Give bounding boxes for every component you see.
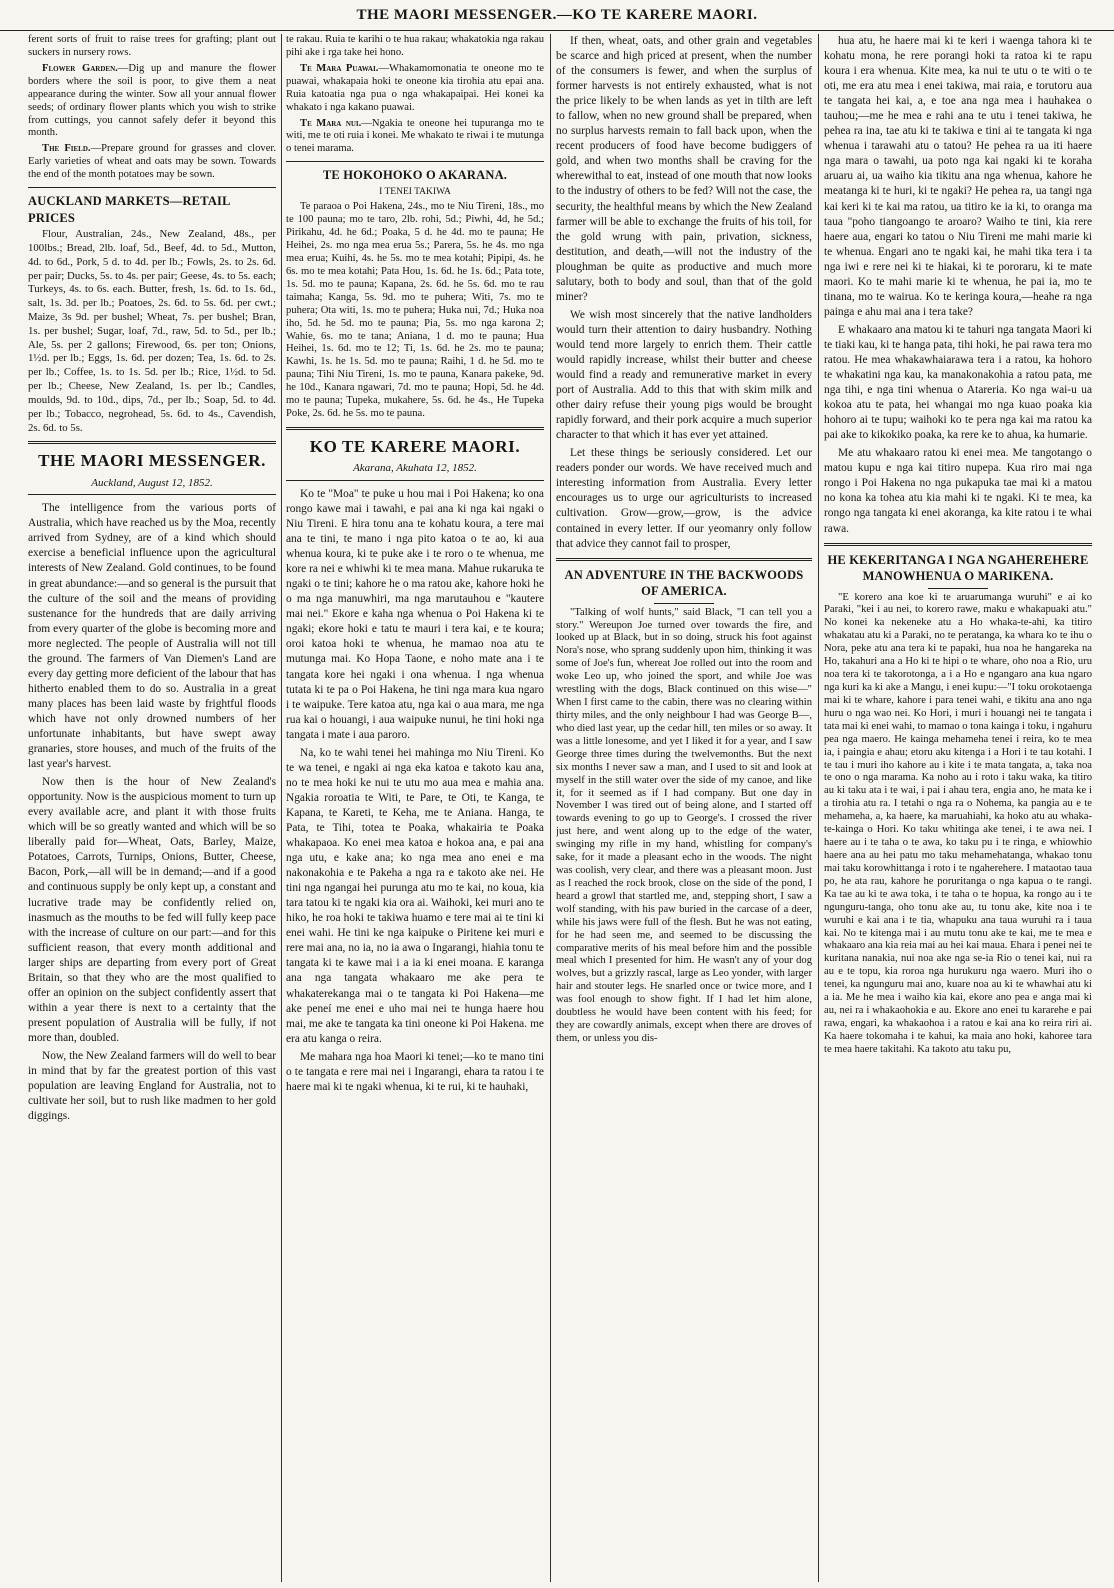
article-paragraph: Now then is the hour of New Zealand's opportunity. Now is the auspicious moment to turn up every available acre, and plant it with those fruits which will be so greatly wanted and which will be so liberally paid for—Wheat, Oats, Barley, Maize, Potatoes, Carrots, Turnips, Onions, Butter, Cheese, Bacon, Pork,—all will be in demand;—and if a good and continuous supply be only kept up, a constant and lucrative trade may be confidently relied on, inasmuch as the mouths to be fed will fully keep pace with the increase of culture on our part:—and for this sufficient reason, that every month additional and larger ships are departing from every port of Great Britain, so that they who are the most qualified to offer an opinion on the subject confidently assert that within a year there is next to a certainty that the present population of Australia will be fully, if not more than, doubled. — [28, 776, 276, 1044]
column-3 — [556, 34, 812, 1580]
field-text: —Prepare ground for grasses and clover. Early varieties of wheat and oats may be sown. Towards the end of the month potatoes may be sown. — [28, 143, 276, 181]
divider — [286, 161, 544, 162]
divider — [286, 427, 544, 430]
garden-text-maori: te rakau. Ruia te karihi o te hua rakau; whakatokia nga rakau pihi ake i rga take hei hono. — [286, 34, 544, 58]
adventure-text: "Talking of wolf hunts," said Black, "I can tell you a story." Wereupon Joe turned over towards the fire, and looked up at Black, but in so doing, struck his foot against Nora's nose, who sprang suddenly upon him, thinking it was some of Joe's fun, whereat Joe rolled out into the room and woke Leo up, who joined the sport, and while Joe was wrestling with the dogs, Black continued on this wise—" When I first came to the cabin, there was no clearing within thirty miles, and the only neighbour I had was George B—, who died last year, up the cedar hill, ten miles or so away. It was a little lonesome, and yet I liked it for a year, and I saw George three times during the twelvemonths. But the next six months I never saw a man, and I used to sit and look at myself in the still water over the side of my canoe, and like it, for it seemed as if I had company. But one day in November I was tired out of being alone, and I started off towards evening to go up to George's. I crossed the river just here, and went along up to the edge of the water, swinging my rifle in my hand, whistling for company's sake, for it made a pleasant echo in the woods. The night was coolish, very clear, and there was a pleasant moon. Just as I reached the rock brook, close on the side of the pond, I heard a growl that startled me, and, stepping short, I saw a wolf standing, with his paw buried in the carcase of a deer, while his jaws were full of the flesh. But he was not eating, for he had seen me, and seemed to be discussing the comparative merits of his meal before him and the possible meal which I presented for him. He wasn't any of your dog wolves, but a grizzly rascal, large as Leo yonder, with larger hair and stouter legs. He snarled once or twice more, and I was fool enough to show fight. If I had let him alone, doubtless he would have been content with his feed; for they are cowardly animals, except when there are droves of them, or unless you dis- — [556, 606, 812, 1045]
field-paragraph — [28, 143, 276, 182]
article-paragraph: Let these things be seriously considered. Let our readers ponder our words. We have received much and interesting information from Australia. Every letter encourages us to urge our agriculturists to increased cultivation. Grow—grow,—grow, is the advice contained in every letter. If our yeomanry only follow that advice they cannot fail to prosper, — [556, 447, 812, 550]
divider — [556, 558, 812, 561]
kekeritanga-title: HE KEKERITANGA I NGA NGAHEREHERE MANOWHENUA O MARIKENA. — [827, 552, 1089, 584]
column-1 — [28, 34, 276, 1580]
garden-text: ferent sorts of fruit to raise trees for grafting; plant out suckers in nursery rows. — [28, 34, 276, 58]
article-paragraph: The intelligence from the various ports of Australia, which have reached us by the Moa, recently arrived from Sydney, are of a kind which should exercise a beneficial influence upon the agricultural interests of New Zealand. Gold continues, to be found in great abundance:—and so general is the pursuit that the culture of the soil and the means of providing sustenance for the hundreds that are daily arriving from every quarter of the globe is becoming more and more neglected. The people of Australia will not till the ground. The farmers of Van Diemen's Land are every day getting more deficient of the labour that has hitherto enabled them to do so. Australia in a great many places has been laid waste by frightful floods which have not only drowned numbers of her unfortunate inhabitants, but have swept away granaries, store houses, and much of the fruits of the last year's harvest. — [28, 502, 276, 771]
mara-nui-paragraph — [286, 118, 544, 157]
mara-nui-text: —Ngakia te oneone hei tupuranga mo te witi, me te oti ruia i konei. Me whakato te riwai i te mutunga o tenei marama. — [286, 117, 544, 155]
article-paragraph: Na, ko te wahi tenei hei mahinga mo Niu Tireni. Ko te wa tenei, e ngaki ai nga eka katoa e takoto kau ana, no te mea hoki ke nui te utu mo aua mea e mahia ana. Ngakia roroatia te Witi, te Pare, te Oti, te Kanga, te Kapana, te Kareti, te Keha, me te Aniana. Hanga, te Pata, te Tihi, totea te Poaka, whakairia te Poaka whakapaoa. Ko enei mea katoa e hokoa ana, e pai ana nga utu, e kake ana; ko nga mea ano enei e ma nakonakohia e te Pakeha a nga ra e takoto ake nei. He tini nga ngangai hei purunga atu mo te kai, no koua, kia tara tatou ki te ngaki kia ora ai. Waihoki, kei muri ano te hiko, he roa hoki te takiwa huamo e tere mai ai te tini ki enei wahi. He tini ke nga kaipuke o Piritene kei muri e rere mai ana, no ia, no ia awa o Ingarangi, hiahia tonu te tangata ki te kawe mai i a ia ki enei moana. E karanga ana nga tangata whakaaro me ake pera te whakaterekanga mai o te tangata ki Poi Hakena—me ake peneí me enei e uho mai nei te hunga haere hou mai, me ake te tangata ka tini oneone ki Poi Hakena. me era atu kanga o reira. — [286, 746, 544, 1045]
flower-garden-text: —Dig up and manure the flower borders where the soil is poor, to give them a neat appearance during the winter. Sow all your annual flower seeds; of ordinary flower plants which you wish to strike from cuttings, you cannot safely defer it beyond this month. — [28, 62, 276, 139]
article-paragraph: Now, the New Zealand farmers will do well to bear in mind that by far the greatest portion of this vast population are leaving England for Australia, not to cultivate her soil, but to rush like madmen to her gold diggings. — [28, 1049, 276, 1123]
mara-nui-label: Te Mara nui. — [300, 117, 362, 129]
divider — [824, 543, 1092, 546]
hokohoko-subtitle: I TENEI TAKIWA — [379, 186, 451, 197]
hokohoko-title: TE HOKOHOKO O AKARANA. — [322, 168, 508, 183]
article-paragraph: Me mahara nga hoa Maori ki tenei;—ko te mano tini o te tangata e rere mai nei i Ingarangi, ehara ta ratou i te haere mai ki te ngaki whenua, ki te rui, ki te hauhaki, — [286, 1050, 544, 1093]
hokohoko-text: Te paraoa o Poi Hakena, 24s., mo te Niu Tireni, 18s., mo te 100 pauna; mo te taro, 2lb. rohi, 5d.; Piwhi, 4d, he 5d.; Pirikahu, 4d. he 6d.; Poaka, 5 d. he 4d. mo te pauna; He Heihei, 2s. mo nga mea erua 5s.; Parera, 5s. he 4s. mo nga mea erua; Kuihi, 4s. he 5s. mo te mea kotahi; Pipipi, 4s. he 6s. mo te mea kotahi; Pata Hou, 1s. 6d. he 1s. 6d.; Pata tote, 1s. 5d. mo te pauna; Kapana, 2s. 6d. he 5s. 6d. mo te rau taimaha; Kanga, 5s. 9d. mo te puhera; Witi, 7s. mo te puhera; Ota witi, 1s. mo te puhera; Huka nui, 7d.; Huka noa iho, 5d. he 5d. mo te pauna; Pia, 5s. mo nga karona 2; Wahie, 6s. mo te tana; Aniana, 1 d. mo te pauna; Hua Heihei, 1s. 6d. mo te 12; Ti, 1s. 6d. he 2s. mo te pauna; Kawhi, 1s. he 1s. 5d. mo te pauna; Raihi, 1 d. he 5d. mo te pauna; Tihi Niu Tireni, 1s. mo te pauna, Kanara pakeke, 9d. he 10d., Kanara ngawari, 7d. mo te pauna; Hopi, 5d. he 4d. mo te pauna; Tupeka, mukahere, 5s. 6d. he 4s., He Tupeka Poke, 2s. 6d. he 5s. mo te pauna. — [286, 201, 544, 420]
mara-puawai-text: —Whakamomonatia te oneone mo te puawai, whakapaia hoki te oneone kia tirohia atu epai ana. Ruia katoatia nga pua o nga whakapaipai. Hei konei ka whakato i nga kakano puawai. — [286, 62, 544, 113]
mara-puawai-paragraph — [286, 63, 544, 115]
masthead-english: THE MAORI MESSENGER. — [38, 451, 266, 471]
article-paragraph: E whakaaro ana matou ki te tahuri nga tangata Maori ki te tiaki kau, ki te hanga pata, tihi hoki, he pai rawa tera mo ratou. He mea whakawhaiarawa tera i a ratou, ka hohoro te whakatini nga kau, ka manakonakohia a ratou pata, me nga tihi, e nga tini whenua o Atareria. Ko nga wai-u ua kokoa atu te pata, hei whangai mo nga kuao poaka kia hohoro ai te tupu; waihoki ko te pera nga kai ma ratou ka pai ake to kikokiko poaka, ka rere ke to ahua, ka humarie. — [824, 323, 1092, 442]
masthead-maori: KO TE KARERE MAORI. — [309, 437, 521, 456]
garden-notes — [28, 34, 276, 182]
divider — [28, 441, 276, 444]
divider — [28, 187, 276, 188]
article-paragraph: hua atu, he haere mai ki te keri i waenga tahora ki te kohatu mona, he rere porangi hoki ta ratoa ki te rapu koura i era whenua. Kite mea, ka nui te utu o te witi o te oti, me era atu mea i enei takiwa, mai raia, e torutoru aua te tangata hei kai, a, e toe ana nga mea i hauhakea o tauhou;—me he mea e rahi ana te utu i tenei takiwa, he pehea ra ina, tae atu ki te takiwa e tini ai te tangata ki nga whenua i tarawahi atu o tatou? He pehea ra ua iti haere nga mara o tawahi, ua poto nga kai ngaki ki te koraha aruaru ai, ua waiho kia tikitu ana nga whenua, kahore he meatanga ki te huri, ki te ngaki? He pehea ra, ua tangi nga kai keri ki te kai ma ratou, ua titiro ke ia ki, to oranga ma taua "poho tiangoango te aroaro? Waiho te tini, kia rere haere aua, engari ko tatou o Niu Tireni me mahi marie ki te whenua. Engari ano te ngaki kai, he mahi tika tera i ta nga iwi e rere nei ki te hiakai, ki te pororaru, ki te mate maori. Ko te mahi marie ki te whenua, he pai ia, mo te tinana, mo te wairua. Ko te keringa koura,—heahe ra nga painga e ahu mai ana i tera take? — [824, 35, 1092, 318]
column-rule — [281, 34, 282, 1582]
dateline-maori: Akarana, Akuhata 12, 1852. — [286, 461, 544, 481]
flower-garden-label: Flower Garden. — [42, 62, 118, 74]
column-rule — [818, 34, 819, 1582]
page-header: THE MAORI MESSENGER.—KO TE KARERE MAORI. — [0, 0, 1114, 31]
column-2 — [286, 34, 544, 1580]
article-paragraph: If then, wheat, oats, and other grain and vegetables be scarce and high priced at present, when the number of the consumers is fewer, and when the surplus of former harvests is not entirely exhausted, what is not the price likely to be when lands as yet in tilth are left to fallow, when no new ground shall be prepared, when no surplus harvests remain to fall back upon, when the recent producers of food have become budiggers of gold, and when two months shall be craving for the wherewithal to eat, instead of one mouth that now looks to the industry of others to be fed? Will not the case, the security, the healthful means by which the New Zealand farmer will be able to exchange the fruits of his toil, for the gold wrung with pain, privation, sickness, destitution, and death,—will not the industry of the ploughman be quite as productive and much more salutary, both to body and soul, than that of the gold miner? — [556, 35, 812, 303]
field-label: The Field. — [42, 143, 91, 155]
mara-puawai-label: Te Mara Puawai. — [300, 62, 379, 74]
column-4 — [824, 34, 1092, 1580]
column-rule — [550, 34, 551, 1582]
garden-notes-maori — [286, 34, 544, 156]
article-paragraph: Me atu whakaaro ratou ki enei mea. Me tangotango o matou kupu e nga kai titiro nupepa. Kua riro mai nga rongo i Poi Hakena no nga pukapuka tae mai ki a matou no kona ka tohea atu kia mahi ki te ngaki. Ki te mea, ka rongo nga tangata ki enei akoranga, ka kite ratou i te whai rawa. — [824, 447, 1092, 535]
markets-text: Flour, Australian, 24s., New Zealand, 48s., per 100lbs.; Bread, 2lb. loaf, 5d., Beef, 4d. to 5d., Mutton, 4d. to 6d., Pork, 5 d. to 4d. per lb.; Fowls, 2s. to 2s. 6d. per pair; Ducks, 5s. to 4s. per pair; Geese, 4s. to 5s. each; Turkeys, 4s. to 6s. each. Butter, fresh, 1s. 6d. to 1s. 6d., salt, 1s. 3d. per lb.; Poatoes, 2s. 6d. to 5s. 6d. per cwt.; Maize, 3s 9d. per bushel; Wheat, 7s. per bushel; Bran, 1s. per bushel; Sugar, loaf, 7d., raw, 5d. to 5d., per lb.; Ale, 5s. per 2 gallons; Firewood, 6s. per ton; Onions, 1½d. per lb.; Eggs, 1s. 6d. per dozen; Tea, 1s. 6d. to 2s. per lb.; Coffee, 1s. to 1s. 5d. per lb.; Rice, 1½d. to 5d. per lb.; Cheese, New Zealand, 1s. per lb.; Candles, moulds, 9d. to 10d., dips, 7d., per lb.; Soap, 5d. to 4d. per lb.; Tobacco, negrohead, 5s. 6d. to 4s., Cavendish, 2s. 6d. to 5s. — [28, 228, 276, 434]
kekeritanga-text: "E korero ana koe ki te aruarumanga wuruhi" e ai ko Paraki, "kei i au nei, to korero rawe, maku e whakapuaki atu." No konei ka nekeneke atu a Ho whaka-te-ahi, ka titiro whakatau atu ki a Paraki, no te peratanga, ka whara ko te ihu o Nora, peke atu ana tera ki te papaki, hua noa he hangareka na Ho, takahuri ana a Ho ki te hipi o te whare, oho noa a Rio, uru noa tera ki te takorotonga, a i a Ho e ngangaro ana kua ngaro nga kuri ka ki ake a Mangu, i enei kupu:—"I toku orokotaenga mai ki te whare, kahore i para tenei wahi, e tikitu ana ano nga huru o nga wao nei. Ko Hori, i muri i houangi nei te tangata i tata mai ki enei wahi, to mamao o tona kainga i toku, i ngahuru pea nga maero. He kainga mehameha tenei i reira, ko te mea ia, i paingia e ahau; etoru aku kitenga i a Hori i te tau kotahi. I te tau i muri iho kahore au i kite i te mata tangata, a, taka noa te ono o nga marama. Ka noho au i roto i taku waka, ka titiro au ki taku ata i te wai, i pai i ahau tera, engia ano, he mata ke i a tirohia atu ra. I tetahi o nga ra o Nohema, ka pangia au e te mehameha, a, ka haere, ka maruahiahi, ka hoko atu au whaka-te-kainga o Hori. Ko taku whitinga ake tenei, i te awa nei. I haere au i te taha o te awa, ko taku pu i te ringa, e whiowhio haere ana au hei patu mo taku mehamehatanga, whakao tonu mai taku korowhittanga i roto i te ngaherehere. I mataotao taua po, he ata rau, kahore he poruritanga o nga kapua o te rangi. Ka tae au ki te awa toka, i te taha o te hopua, ka rongo au i te ngunguru-tanga, oho tonu ake au, tu tonu ake, kite noa i te wuruhi e kai ana i te tia, whapuku ana taua wuruhi ra i taua kai. No te kitenga mai i au mutu tonu ake te kai, me te mea e whakaaro ana kia reia mai au hei kai maua. Ehara i penei nei te kuritana nanakia, nui noa ake nga se-ia Rio o tenei kai, nui ra au e te topu, kia roroa nga hurukuru nga waero. Muri iho o tenei, ka ngunguru mai ano, kuare noa au ki te whawhai atu ki a ia. Me he mea i waiho kia kai, ekore ano pea e anga mai ki au, nei ra i whakaohokia e au. Ekore ano enei tu kararehe e pai rawa, engari, ka whakaohoa i a ratou e kai ana ko reira riri ai. Ka haere tokomaha i te kahui, ka maia ano hoki, kahoree tara te mea haere takitahi. Ka takoto atu taku pu, — [824, 591, 1092, 1055]
article-paragraph: Ko te "Moa" te puke u hou mai i Poi Hakena; ko ona rongo kawe mai i tawahi, e pai ana ki nga kai ngaki o Niu Tireni. E hira tonu ana te kohatu koura, a tere mai ana te tini, te mano i nga pito katoa o te ao, ki aua whenua koura, ki te puke ake i te roro o te whenua, me kore ra nei e whiwhi ki te mea mana. Mahue rukaruka te ngaki o te tini; kahore he o ma ratou ake, kahore hoki he o ma nga manuwhiri, ma nga marutauhou e "kautere mai nei." Ekore e kaha nga whenua o Poi Hakena ki te ngaki; ekore hoki e tatu te mauri i tera kai, e te koura; oroi katoa hoki te whenua, he mamao noa atu te mutunga mai. Ko Hopa Taone, e noho mate ana i te tangata kore hei ngaki i ona whenua. I nga whenua tutata ki te pa o Poi Hakena, he tini nga mara kua ngaro i te waipuke. Tere katoa atu, nga kai o aua mara, me nga rua kai o houangi, i aua waipuke nunui, he tini hoki nga tangata i mate i aua paroro. — [286, 487, 544, 741]
dateline-english: Auckland, August 12, 1852. — [28, 476, 276, 496]
divider — [928, 588, 988, 589]
divider — [654, 603, 714, 604]
markets-title: AUCKLAND MARKETS—RETAIL PRICES — [28, 194, 230, 225]
flower-garden-paragraph — [28, 63, 276, 141]
article-paragraph: We wish most sincerely that the native landholders would turn their attention to dairy husbandry. Nothing would tend more largely to enrich them. Their cattle would rapidly increase, whilst their butter and cheese would find a ready and remunerative market in every port of Australia. Add to this that with skim milk and other dairy refuse their young pigs would be brought rapidly forward, and their pork acquire a much superior character to that which it has ever yet attained. — [556, 308, 812, 442]
adventure-title: AN ADVENTURE IN THE BACKWOODS OF AMERICA. — [564, 567, 804, 599]
